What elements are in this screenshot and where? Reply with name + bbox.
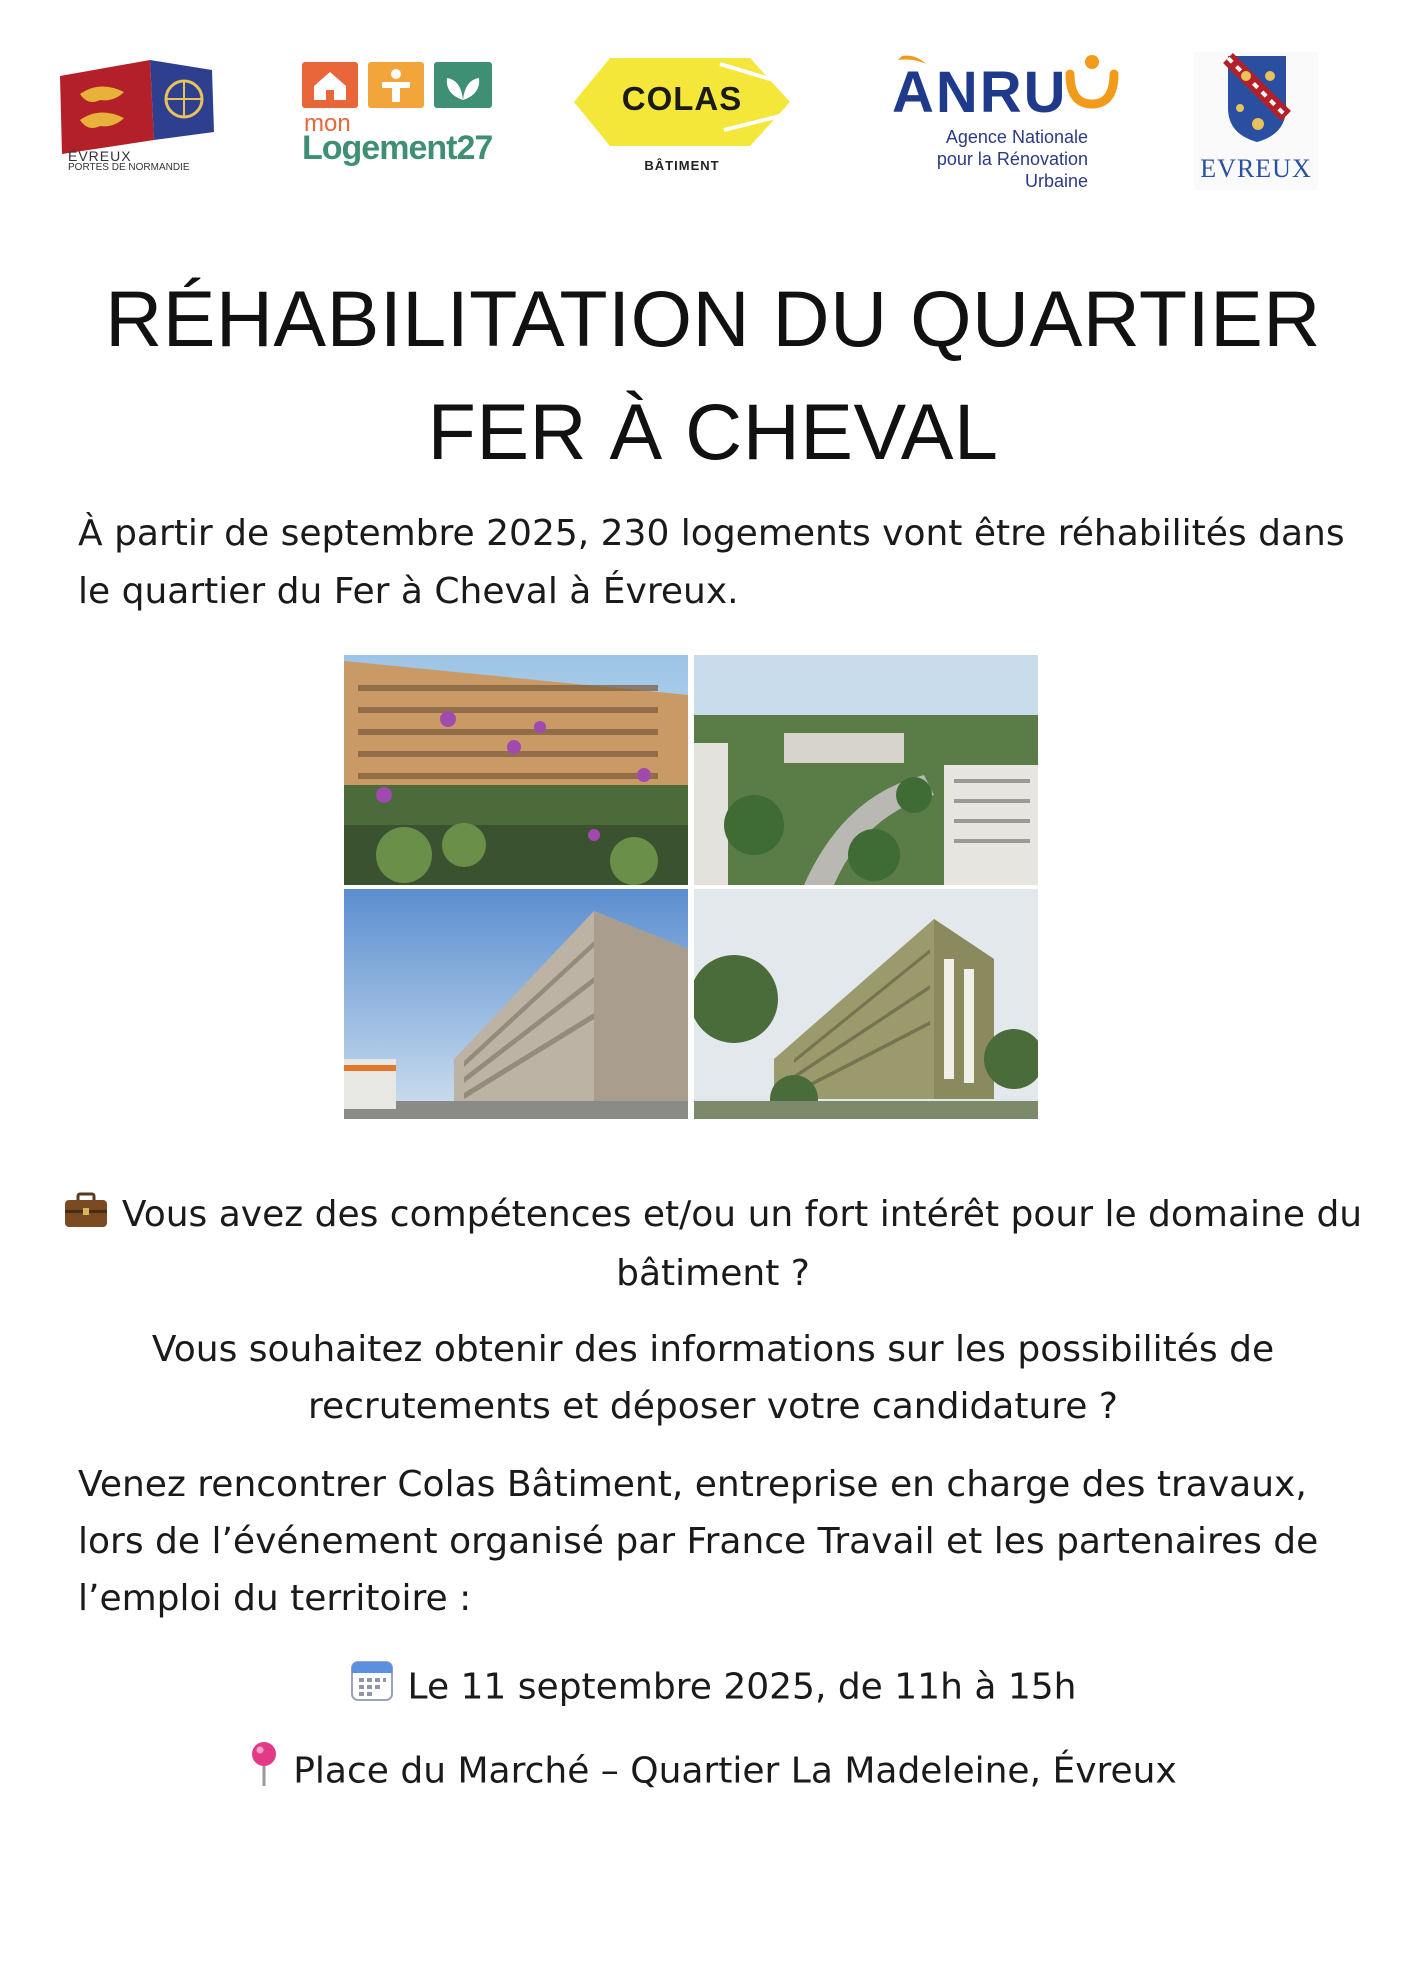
page-title	[0, 262, 1426, 488]
evreux-portes-de-normandie-logo	[58, 54, 218, 176]
evreux-agglo-line2: PORTES DE NORMANDIE	[68, 162, 190, 173]
event-date-text: Le 11 septembre 2025, de 11h à 15h	[407, 1666, 1077, 1708]
anru-tagline	[828, 126, 1088, 192]
event-date	[60, 1658, 1366, 1719]
photo-aerial-view	[694, 655, 1038, 885]
evreux-city-name: EVREUX	[1200, 154, 1312, 183]
event-location	[60, 1741, 1366, 1804]
briefcase-icon	[64, 1188, 108, 1245]
title-line1: RÉHABILITATION DU QUARTIER	[105, 274, 1321, 363]
anru-name: ANRU	[892, 60, 1068, 125]
anru-line2: pour la Rénovation	[936, 149, 1088, 169]
colas-sub: BÂTIMENT	[644, 158, 720, 173]
colas-batiment-logo	[574, 54, 790, 173]
photo-building-with-flowers	[344, 655, 688, 885]
photo-grid	[344, 655, 1038, 1119]
colas-name: COLAS	[621, 80, 743, 117]
evreux-agglo-line1: ÉVREUX	[68, 148, 132, 164]
mon-logement-line1: mon	[304, 110, 351, 137]
invitation-paragraph: Venez rencontrer Colas Bâtiment, entreprise en charge des travaux, lors de l’événement organisé par France Travail et les partenaires de l’emploi du territoire :	[78, 1464, 1319, 1619]
pushpin-icon	[249, 1741, 279, 1804]
mon-logement-line2: Logement27	[302, 129, 493, 167]
question1-text: Vous avez des compétences et/ou un fort intérêt pour le domaine du bâtiment ?	[121, 1194, 1363, 1294]
anru-line1: Agence Nationale	[945, 127, 1088, 147]
anru-logo	[858, 54, 1128, 191]
photo-building-after	[694, 889, 1038, 1119]
calendar-icon	[350, 1658, 394, 1719]
intro-paragraph: À partir de septembre 2025, 230 logements vont être réhabilités dans le quartier du Fer à Cheval à Évreux.	[78, 513, 1345, 612]
mon-logement27-logo	[300, 60, 496, 167]
photo-building-before	[344, 889, 688, 1119]
title-line2: FER À CHEVAL	[427, 387, 999, 476]
anru-line3: Urbaine	[1024, 171, 1088, 191]
question-recruitment: Vous souhaitez obtenir des informations sur les possibilités de recrutements et déposer votre candidature ?	[151, 1329, 1275, 1427]
evreux-city-logo	[1194, 52, 1318, 190]
question-skills	[60, 1186, 1366, 1302]
event-location-text: Place du Marché – Quartier La Madeleine, Évreux	[293, 1750, 1177, 1792]
